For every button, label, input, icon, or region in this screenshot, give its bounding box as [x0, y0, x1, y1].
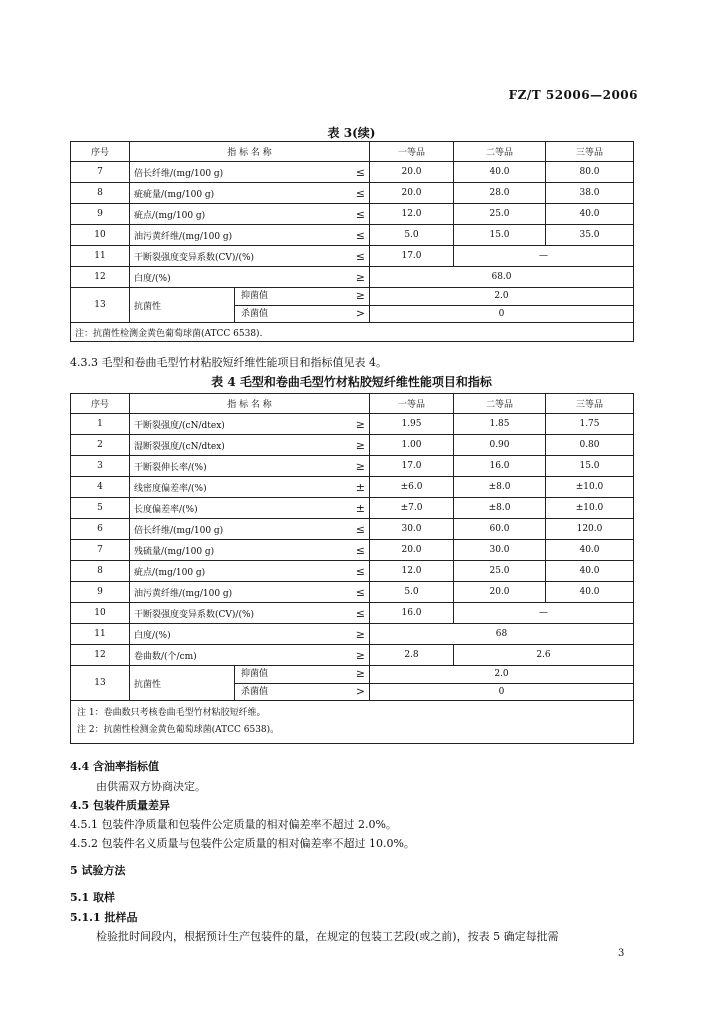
row-no: 7 [71, 162, 130, 183]
clause-5-1-1-body: 检验批时间段内，根据预计生产包装件的量，在规定的包装工艺段(或之前)，按表 5 确定每批需 [96, 930, 559, 943]
row-no: 2 [71, 435, 130, 456]
row-grade23: 2.6 [454, 645, 634, 666]
row-no: 12 [71, 267, 130, 288]
table-row [71, 498, 634, 519]
row-grade2: 28.0 [454, 183, 546, 204]
row-name: 干断裂强度变异系数(CV)/(%) [130, 246, 300, 267]
table-row [71, 162, 634, 183]
row-grade2: 0.90 [454, 435, 546, 456]
row-grade1: 20.0 [370, 540, 454, 561]
sub-symbol-2: > [355, 685, 365, 698]
header-grade3: 三等品 [546, 394, 634, 414]
row-no: 4 [71, 477, 130, 498]
sub-label-kill: 杀菌值 [241, 309, 269, 319]
row-name: 抗菌性 [130, 666, 235, 700]
sub-label-inhibit: 抑菌值 [235, 288, 300, 306]
row-symbol: ≤ [300, 183, 370, 204]
row-no: 9 [71, 582, 130, 603]
row-grade3: ±10.0 [546, 498, 634, 519]
row-grade2: 60.0 [454, 519, 546, 540]
row-grade1: 20.0 [370, 183, 454, 204]
row-grade2: ±8.0 [454, 477, 546, 498]
row-symbol: ≥ [300, 267, 370, 288]
table-row [71, 624, 634, 645]
header-name: 指 标 名 称 [130, 394, 370, 414]
row-no: 11 [71, 246, 130, 267]
table-row [71, 540, 634, 561]
row-name: 倍长纤维/(mg/100 g) [130, 162, 300, 183]
row-name: 油污黄纤维/(mg/100 g) [130, 225, 300, 246]
row-no: 12 [71, 645, 130, 666]
table3-caption: 表 3(续) [327, 126, 376, 140]
row-symbol: ≥ [300, 645, 370, 666]
row-no: 3 [71, 456, 130, 477]
sub-value-1: 2.0 [370, 666, 633, 684]
sub-label-kill: 杀菌值 [241, 687, 269, 697]
row-grade1: 1.00 [370, 435, 454, 456]
row-symbol: ≤ [300, 561, 370, 582]
clause-5-1-title: 5.1 取样 [70, 891, 115, 904]
row-symbol: ≤ [300, 162, 370, 183]
row-grade23: — [454, 603, 634, 624]
row-grade2: 15.0 [454, 225, 546, 246]
table4-note-1: 注 1：卷曲数只考核卷曲毛型竹材粘胶短纤维。 [77, 708, 266, 718]
row-value: 68 [370, 624, 634, 645]
row-grade1: 12.0 [370, 204, 454, 225]
row-grade2: 25.0 [454, 204, 546, 225]
row-name: 湿断裂强度/(cN/dtex) [130, 435, 300, 456]
row-no: 11 [71, 624, 130, 645]
table3-note: 注：抗菌性检测金黄色葡萄球菌(ATCC 6538). [71, 323, 634, 342]
row-name: 干断裂强度变异系数(CV)/(%) [130, 603, 300, 624]
clause-5-1-1-title: 5.1.1 批样品 [70, 911, 138, 924]
row-symbol: ≥ [300, 624, 370, 645]
standard-number: FZ/T 52006—2006 [508, 88, 638, 102]
table-row [71, 183, 634, 204]
clause-4-5-1: 4.5.1 包装件净质量和包装件公定质量的相对偏差率不超过 2.0%。 [70, 818, 397, 831]
row-grade1: 30.0 [370, 519, 454, 540]
row-no: 5 [71, 498, 130, 519]
row-name: 干断裂伸长率/(%) [130, 456, 300, 477]
header-no: 序号 [71, 394, 130, 414]
row-grade1: ±6.0 [370, 477, 454, 498]
table4-header-row [71, 394, 634, 414]
header-no: 序号 [71, 142, 130, 162]
row-symbol: ≤ [300, 204, 370, 225]
row-symbol: ± [300, 498, 370, 519]
header-grade2: 二等品 [454, 394, 546, 414]
sub-symbol-1: ≥ [300, 666, 370, 684]
sub-symbol-1: ≥ [300, 288, 370, 306]
row-name: 白度/(%) [130, 624, 300, 645]
row-name: 油污黄纤维/(mg/100 g) [130, 582, 300, 603]
table-row [71, 288, 634, 323]
row-symbol: ≤ [300, 246, 370, 267]
row-name: 疵疵量/(mg/100 g) [130, 183, 300, 204]
table-row [71, 666, 634, 701]
row-grade3: 80.0 [546, 162, 634, 183]
row-grade1: 5.0 [370, 225, 454, 246]
row-grade3: 1.75 [546, 414, 634, 435]
table-row [71, 435, 634, 456]
table-row [71, 225, 634, 246]
row-grade1: 5.0 [370, 582, 454, 603]
row-grade3: 40.0 [546, 540, 634, 561]
row-symbol: ≥ [300, 456, 370, 477]
row-grade2: 20.0 [454, 582, 546, 603]
clause-4-5-2: 4.5.2 包装件名义质量与包装件公定质量的相对偏差率不超过 10.0%。 [70, 837, 415, 850]
row-name: 线密度偏差率/(%) [130, 477, 300, 498]
table-note-row [71, 701, 634, 744]
row-name: 干断裂强度/(cN/dtex) [130, 414, 300, 435]
table4 [70, 393, 634, 744]
row-value: 68.0 [370, 267, 634, 288]
row-grade3: 120.0 [546, 519, 634, 540]
table3 [70, 141, 634, 342]
row-grade1: 17.0 [370, 456, 454, 477]
sub-value-2: 0 [498, 309, 505, 319]
row-grade23: — [454, 246, 634, 267]
table-row [71, 582, 634, 603]
header-grade1: 一等品 [370, 142, 454, 162]
header-grade3: 三等品 [546, 142, 634, 162]
table-row [71, 204, 634, 225]
row-no: 13 [71, 288, 130, 323]
header-grade2: 二等品 [454, 142, 546, 162]
table-row [71, 603, 634, 624]
table-row [71, 267, 634, 288]
table4-note-2: 注 2：抗菌性检测金黄色葡萄球菌(ATCC 6538)。 [77, 725, 280, 735]
row-grade3: 38.0 [546, 183, 634, 204]
row-grade1: 2.8 [370, 645, 454, 666]
row-symbol: ≥ [300, 414, 370, 435]
row-grade2: 25.0 [454, 561, 546, 582]
row-no: 1 [71, 414, 130, 435]
row-name: 残硫量/(mg/100 g) [130, 540, 300, 561]
row-grade1: 1.95 [370, 414, 454, 435]
row-grade3: 40.0 [546, 582, 634, 603]
row-no: 8 [71, 561, 130, 582]
header-grade1: 一等品 [370, 394, 454, 414]
row-name: 疵点/(mg/100 g) [130, 561, 300, 582]
row-name: 白度/(%) [130, 267, 300, 288]
clause-4-4-title: 4.4 含油率指标值 [70, 760, 159, 773]
row-no: 8 [71, 183, 130, 204]
row-symbol: ≤ [300, 540, 370, 561]
row-grade1: 20.0 [370, 162, 454, 183]
row-name: 抗菌性 [130, 288, 235, 322]
clause-4-5-title: 4.5 包装件质量差异 [70, 799, 170, 812]
row-grade1: 17.0 [370, 246, 454, 267]
section-5-title: 5 试验方法 [70, 864, 126, 877]
row-name: 长度偏差率/(%) [130, 498, 300, 519]
row-grade1: 12.0 [370, 561, 454, 582]
row-no: 13 [71, 666, 130, 701]
row-grade2: ±8.0 [454, 498, 546, 519]
row-grade3: 35.0 [546, 225, 634, 246]
row-name: 卷曲数/(个/cm) [130, 645, 300, 666]
row-symbol: ≤ [300, 582, 370, 603]
table3-header-row [71, 142, 634, 162]
sub-symbol-2: > [355, 307, 365, 320]
row-no: 10 [71, 603, 130, 624]
row-grade3: 40.0 [546, 204, 634, 225]
table-row [71, 414, 634, 435]
row-grade2: 16.0 [454, 456, 546, 477]
row-symbol: ± [300, 477, 370, 498]
table-row [71, 456, 634, 477]
clause-4-3-3: 4.3.3 毛型和卷曲毛型竹材粘胶短纤维性能项目和指标值见表 4。 [70, 356, 387, 369]
table-row [71, 519, 634, 540]
sub-value-1: 2.0 [370, 288, 633, 306]
row-symbol: ≤ [300, 225, 370, 246]
row-name: 疵点/(mg/100 g) [130, 204, 300, 225]
row-grade3: 15.0 [546, 456, 634, 477]
row-grade3: ±10.0 [546, 477, 634, 498]
row-symbol: ≤ [300, 603, 370, 624]
row-no: 10 [71, 225, 130, 246]
header-name: 指 标 名 称 [130, 142, 370, 162]
row-no: 6 [71, 519, 130, 540]
row-symbol: ≤ [300, 519, 370, 540]
page-number: 3 [618, 948, 625, 959]
row-symbol: ≥ [300, 435, 370, 456]
sub-value-2: 0 [498, 687, 505, 697]
table-note-row [71, 323, 634, 342]
table-row [71, 561, 634, 582]
table-row [71, 246, 634, 267]
row-no: 9 [71, 204, 130, 225]
table4-caption: 表 4 毛型和卷曲毛型竹材粘胶短纤维性能项目和指标 [211, 375, 492, 389]
row-no: 7 [71, 540, 130, 561]
clause-4-4-body: 由供需双方协商决定。 [96, 780, 206, 793]
row-grade2: 1.85 [454, 414, 546, 435]
row-grade1: 16.0 [370, 603, 454, 624]
table-row [71, 477, 634, 498]
row-grade2: 40.0 [454, 162, 546, 183]
row-name: 倍长纤维/(mg/100 g) [130, 519, 300, 540]
table-row [71, 645, 634, 666]
row-grade1: ±7.0 [370, 498, 454, 519]
row-grade2: 30.0 [454, 540, 546, 561]
row-grade3: 40.0 [546, 561, 634, 582]
sub-label-inhibit: 抑菌值 [235, 666, 300, 684]
row-grade3: 0.80 [546, 435, 634, 456]
